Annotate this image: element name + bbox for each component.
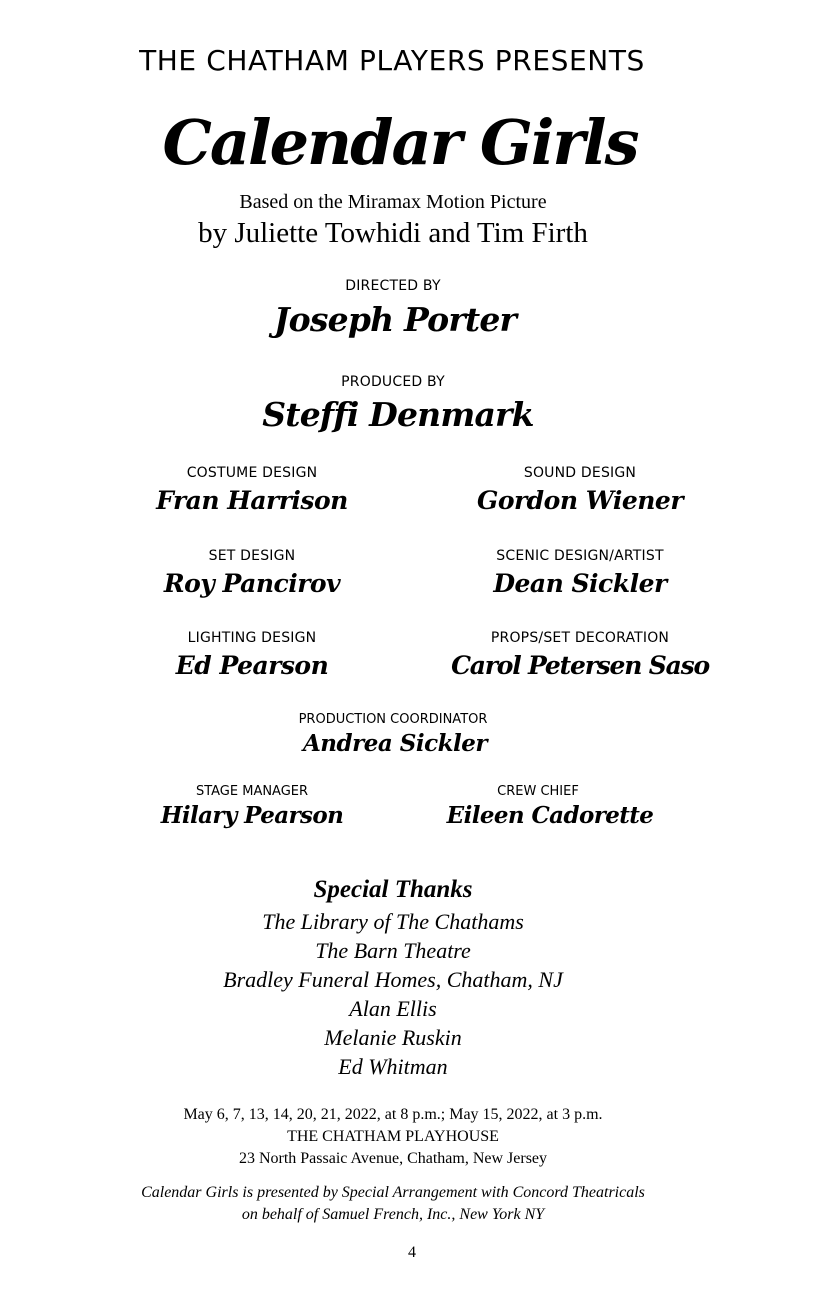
authors-line: by Juliette Towhidi and Tim Firth bbox=[198, 217, 588, 249]
crew-chief-label: CREW CHIEF bbox=[497, 784, 579, 799]
props-name: Carol Petersen Saso bbox=[451, 651, 709, 680]
thanks-item: The Library of The Chathams bbox=[262, 909, 524, 934]
stage-manager-name: Hilary Pearson bbox=[160, 802, 344, 829]
producer-label: PRODUCED BY bbox=[341, 374, 445, 390]
costume-design-name: Fran Harrison bbox=[156, 486, 348, 515]
lighting-design-label: LIGHTING DESIGN bbox=[187, 630, 317, 646]
scenic-design-label: SCENIC DESIGN/ARTIST bbox=[496, 548, 664, 564]
special-thanks-heading: Special Thanks bbox=[313, 876, 473, 903]
thanks-item: Alan Ellis bbox=[349, 996, 437, 1021]
thanks-item: Melanie Ruskin bbox=[324, 1025, 462, 1050]
director-name: Joseph Porter bbox=[273, 300, 517, 339]
coordinator-label: PRODUCTION COORDINATOR bbox=[298, 712, 488, 727]
presents-line: THE CHATHAM PLAYERS PRESENTS bbox=[139, 44, 645, 77]
coordinator-name: Andrea Sickler bbox=[302, 730, 488, 757]
venue-name: THE CHATHAM PLAYHOUSE bbox=[287, 1128, 499, 1145]
set-design-name: Roy Pancirov bbox=[163, 569, 341, 598]
show-title: Calendar Girls bbox=[162, 106, 638, 179]
venue-address: 23 North Passaic Avenue, Chatham, New Jersey bbox=[238, 1150, 548, 1167]
props-label: PROPS/SET DECORATION bbox=[490, 630, 670, 646]
sound-design-name: Gordon Wiener bbox=[476, 486, 684, 515]
producer-name: Steffi Denmark bbox=[262, 395, 534, 434]
stage-manager-label: STAGE MANAGER bbox=[195, 784, 309, 799]
crew-chief-name: Eileen Cadorette bbox=[446, 802, 654, 829]
scenic-design-name: Dean Sickler bbox=[493, 569, 667, 598]
set-design-label: SET DESIGN bbox=[208, 548, 296, 564]
thanks-item: The Barn Theatre bbox=[315, 938, 471, 963]
thanks-item: Bradley Funeral Homes, Chatham, NJ bbox=[223, 967, 563, 992]
lighting-design-name: Ed Pearson bbox=[175, 651, 329, 680]
costume-design-label: COSTUME DESIGN bbox=[186, 465, 318, 481]
director-label: DIRECTED BY bbox=[345, 278, 441, 294]
page-number: 4 bbox=[408, 1244, 416, 1261]
arrangement-line-1: Calendar Girls is presented by Special Arrangement with Concord Theatricals bbox=[141, 1184, 645, 1201]
thanks-item: Ed Whitman bbox=[338, 1054, 448, 1079]
sound-design-label: SOUND DESIGN bbox=[523, 465, 637, 481]
arrangement-line-2: on behalf of Samuel French, Inc., New York NY bbox=[241, 1206, 545, 1223]
performance-dates: May 6, 7, 13, 14, 20, 21, 2022, at 8 p.m.; May 15, 2022, at 3 p.m. bbox=[183, 1106, 603, 1123]
based-on-line: Based on the Miramax Motion Picture bbox=[239, 191, 547, 213]
